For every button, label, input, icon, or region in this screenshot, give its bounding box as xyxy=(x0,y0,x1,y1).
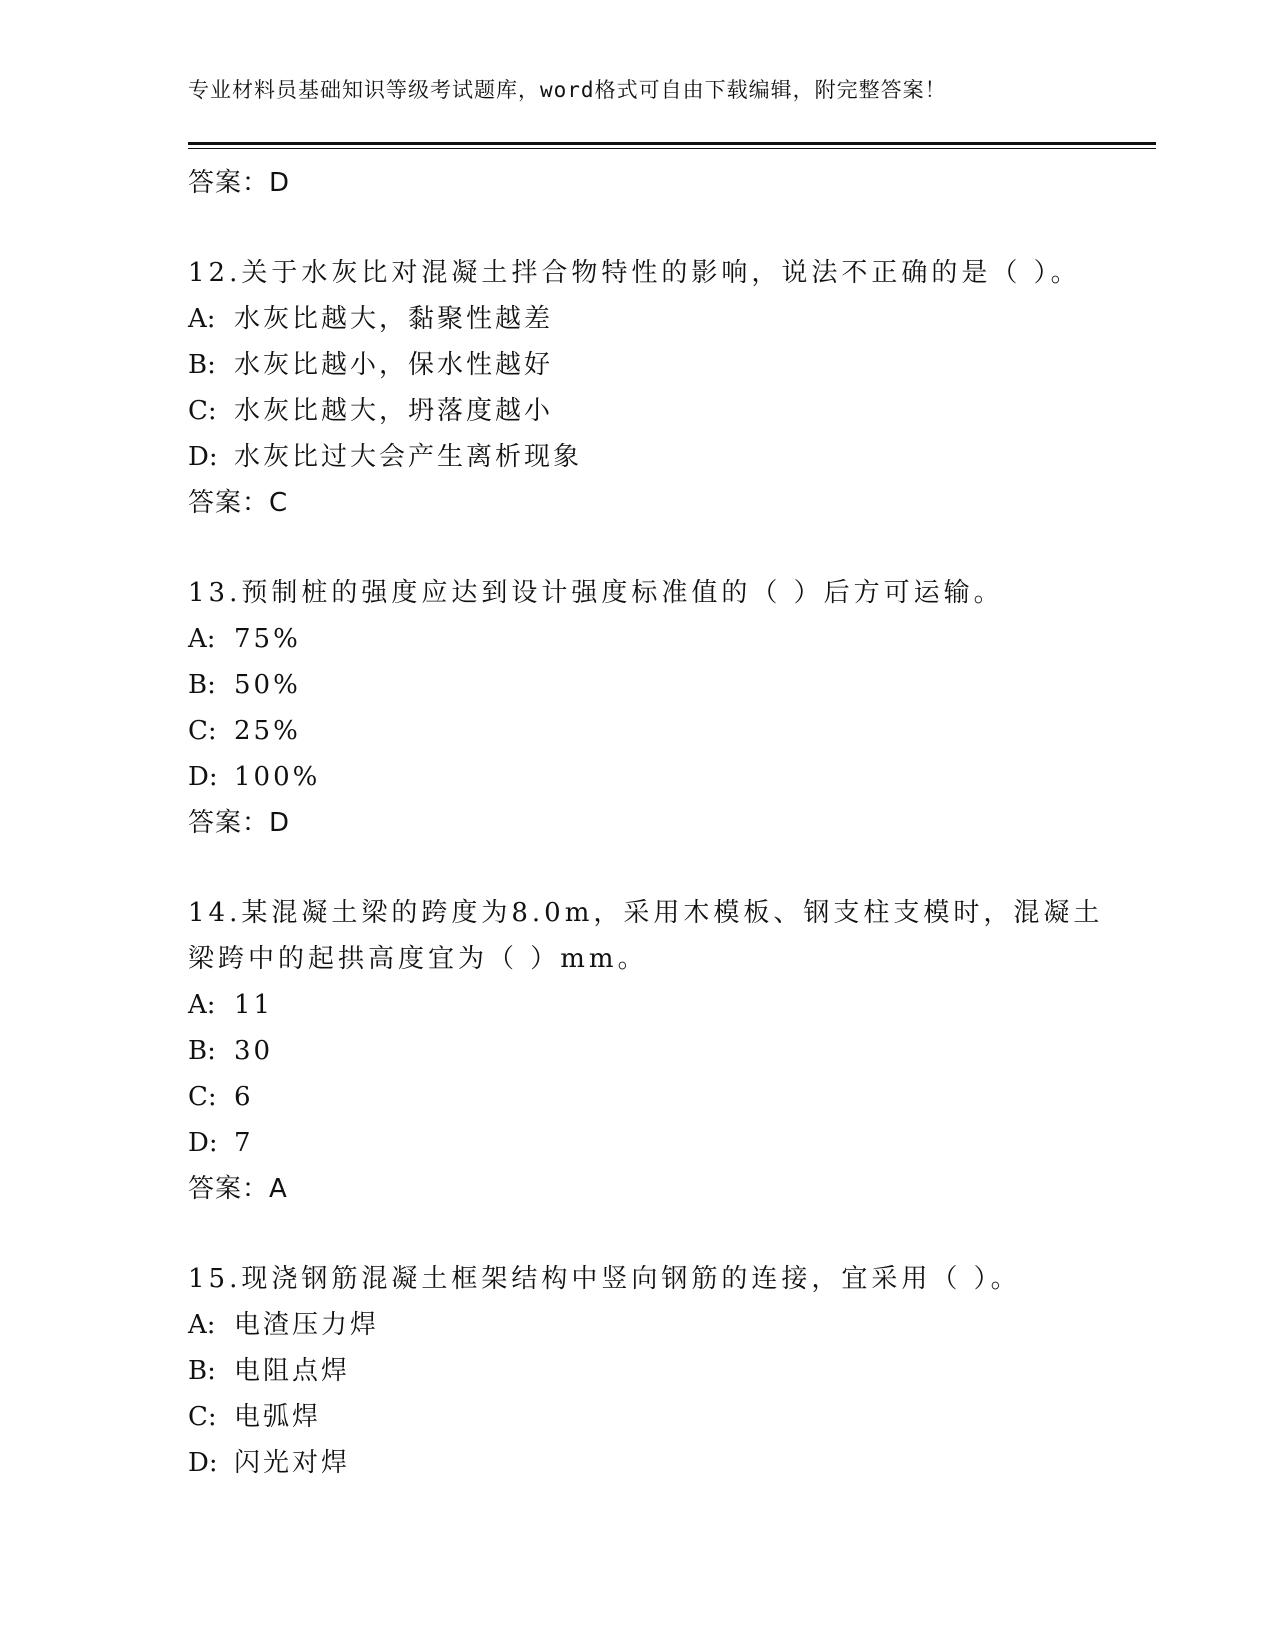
option-label: D: xyxy=(188,1448,218,1478)
option-text: 电弧焊 xyxy=(234,1402,322,1432)
option-label: B: xyxy=(188,670,216,700)
option-label: D: xyxy=(188,762,218,792)
previous-answer: 答案：D xyxy=(188,168,291,198)
question-stem: 13.预制桩的强度应达到设计强度标准值的（ ）后方可运输。 xyxy=(188,578,1004,608)
option-c xyxy=(188,708,1118,754)
option-text: 闪光对焊 xyxy=(234,1448,351,1478)
option-text: 电渣压力焊 xyxy=(234,1310,380,1340)
option-b xyxy=(188,1348,1118,1394)
option-label: A: xyxy=(188,624,216,654)
option-d xyxy=(188,1120,1118,1166)
option-label: A: xyxy=(188,990,216,1020)
question-stem: 15.现浇钢筋混凝土框架结构中竖向钢筋的连接，宜采用（ ）。 xyxy=(188,1264,1021,1294)
option-text: 水灰比越小，保水性越好 xyxy=(234,350,554,380)
option-label: A: xyxy=(188,304,216,334)
option-c xyxy=(188,388,1118,434)
option-text: 30 xyxy=(234,1036,274,1066)
option-c xyxy=(188,1394,1118,1440)
option-label: C: xyxy=(188,396,217,426)
question-14 xyxy=(188,890,1118,1212)
option-label: C: xyxy=(188,1082,217,1112)
option-c xyxy=(188,1074,1118,1120)
question-13 xyxy=(188,570,1118,846)
question-15 xyxy=(188,1256,1118,1486)
option-a xyxy=(188,616,1118,662)
option-d xyxy=(188,434,1118,480)
option-label: D: xyxy=(188,1128,218,1158)
option-a xyxy=(188,1302,1118,1348)
option-label: C: xyxy=(188,716,217,746)
option-text: 6 xyxy=(234,1082,254,1112)
option-text: 25% xyxy=(234,716,301,746)
header-rule-thick xyxy=(188,142,1156,145)
question-12 xyxy=(188,250,1118,526)
header-rule-thin xyxy=(188,148,1156,149)
option-text: 50% xyxy=(234,670,301,700)
option-a xyxy=(188,982,1118,1028)
option-label: A: xyxy=(188,1310,216,1340)
option-b xyxy=(188,342,1118,388)
option-b xyxy=(188,1028,1118,1074)
page-header: 专业材料员基础知识等级考试题库，word格式可自由下载编辑，附完整答案！ xyxy=(188,78,947,102)
option-text: 100% xyxy=(234,762,321,792)
option-label: B: xyxy=(188,1356,216,1386)
option-text: 电阻点焊 xyxy=(234,1356,351,1386)
option-d xyxy=(188,1440,1118,1486)
question-stem: 14.某混凝土梁的跨度为8.0m，采用木模板、钢支柱支模时，混凝土梁跨中的起拱高度宜为（ ）mm。 xyxy=(188,898,1104,974)
option-label: C: xyxy=(188,1402,217,1432)
question-stem: 12.关于水灰比对混凝土拌合物特性的影响，说法不正确的是（ ）。 xyxy=(188,258,1081,288)
option-label: B: xyxy=(188,1036,216,1066)
option-text: 75% xyxy=(234,624,301,654)
question-list xyxy=(188,160,1118,1486)
answer: 答案：A xyxy=(188,1174,288,1204)
option-text: 水灰比过大会产生离析现象 xyxy=(234,442,583,472)
answer: 答案：D xyxy=(188,808,291,838)
option-d xyxy=(188,754,1118,800)
option-text: 水灰比越大，坍落度越小 xyxy=(234,396,554,426)
option-text: 11 xyxy=(234,990,274,1020)
option-a xyxy=(188,296,1118,342)
option-label: B: xyxy=(188,350,216,380)
option-text: 水灰比越大，黏聚性越差 xyxy=(234,304,554,334)
option-label: D: xyxy=(188,442,218,472)
answer: 答案：C xyxy=(188,488,289,518)
option-b xyxy=(188,662,1118,708)
option-text: 7 xyxy=(234,1128,254,1158)
